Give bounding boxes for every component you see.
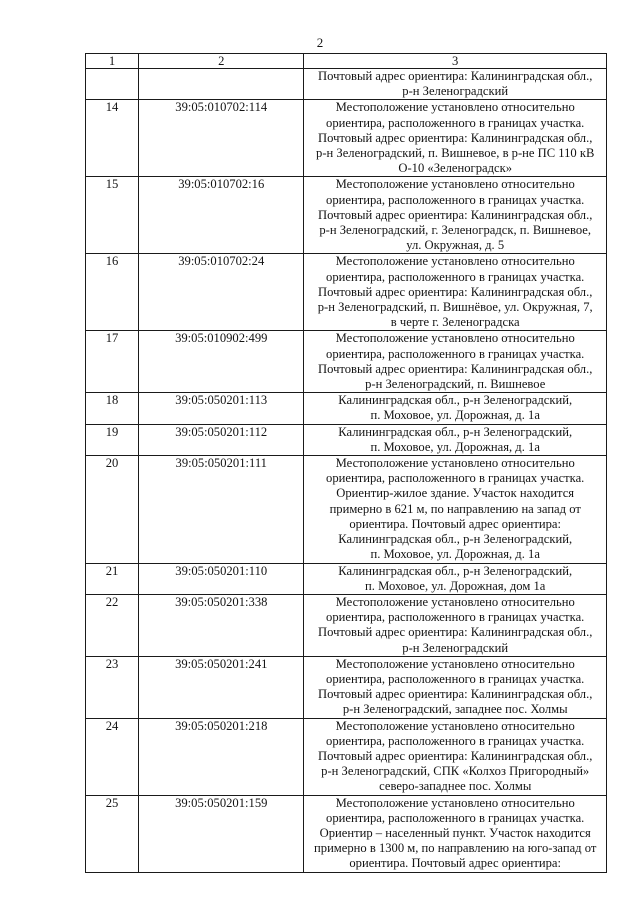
- cadastral-number: 39:05:010902:499: [139, 331, 304, 393]
- description-line: Почтовый адрес ориентира: Калининградская обл.,: [318, 207, 593, 222]
- description-line: примерно в 621 м, по направлению на запад от: [329, 501, 581, 516]
- location-description: [304, 177, 607, 254]
- header-col-1: 1: [86, 54, 139, 69]
- location-description: [304, 254, 607, 331]
- row-number: 18: [86, 393, 139, 424]
- parcel-table: [85, 53, 607, 873]
- row-number: 23: [86, 656, 139, 718]
- description-line: в черте г. Зеленоградска: [390, 315, 520, 330]
- description-line: р-н Зеленоградский, п. Вишнёвое, ул. Окружная, 7,: [317, 300, 593, 315]
- location-description: [304, 795, 607, 872]
- table-row: [86, 718, 607, 795]
- row-number: 21: [86, 563, 139, 594]
- location-description: [304, 563, 607, 594]
- location-description: [304, 393, 607, 424]
- table-row: [86, 177, 607, 254]
- description-line: р-н Зеленоградский, западнее пос. Холмы: [342, 702, 568, 717]
- description-line: Местоположение установлено относительно: [335, 331, 575, 346]
- description-line: ориентира, расположенного в границах участка.: [326, 269, 585, 284]
- description-line: р-н Зеленоградский, г. Зеленоградск, п. Вишневое,: [319, 223, 592, 238]
- description-line: п. Моховое, ул. Дорожная, д. 1а: [370, 439, 540, 454]
- description-line: ориентира, расположенного в границах участка.: [326, 471, 585, 486]
- description-line: Почтовый адрес ориентира: Калининградская обл.,: [318, 361, 593, 376]
- location-description: [304, 456, 607, 563]
- description-line: Калининградская обл., р-н Зеленоградский,: [338, 563, 573, 578]
- header-col-2: 2: [139, 54, 304, 69]
- cadastral-number: 39:05:050201:112: [139, 424, 304, 455]
- table-row: [86, 424, 607, 455]
- description-line: ориентира, расположенного в границах участка.: [326, 192, 585, 207]
- description-line: Местоположение установлено относительно: [335, 718, 575, 733]
- description-line: ориентира. Почтовый адрес ориентира:: [349, 856, 562, 871]
- description-line: Местоположение установлено относительно: [335, 656, 575, 671]
- description-line: северо-западнее пос. Холмы: [379, 779, 532, 794]
- description-line: Местоположение установлено относительно: [335, 177, 575, 192]
- description-line: Местоположение установлено относительно: [335, 594, 575, 609]
- description-line: Местоположение установлено относительно: [335, 456, 575, 471]
- description-line: Почтовый адрес ориентира: Калининградская обл.,: [318, 748, 593, 763]
- header-col-3: 3: [304, 54, 607, 69]
- description-line: ул. Окружная, д. 5: [406, 238, 505, 253]
- row-number: 24: [86, 718, 139, 795]
- description-line: р-н Зеленоградский, СПК «Колхоз Пригородный»: [321, 764, 590, 779]
- row-number: 15: [86, 177, 139, 254]
- cadastral-number: 39:05:050201:111: [139, 456, 304, 563]
- description-line: ориентира, расположенного в границах участка.: [326, 733, 585, 748]
- cadastral-number: 39:05:010702:114: [139, 100, 304, 177]
- description-line: р-н Зеленоградский: [402, 84, 509, 99]
- row-number: 25: [86, 795, 139, 872]
- cadastral-number: [139, 69, 304, 100]
- cadastral-number: 39:05:050201:113: [139, 393, 304, 424]
- table-header-row: [86, 54, 607, 69]
- location-description: [304, 424, 607, 455]
- description-line: ориентира, расположенного в границах участка.: [326, 346, 585, 361]
- description-line: Местоположение установлено относительно: [335, 795, 575, 810]
- description-line: р-н Зеленоградский: [402, 640, 509, 655]
- description-line: п. Моховое, ул. Дорожная, д. 1а: [370, 547, 540, 562]
- table-row: [86, 656, 607, 718]
- description-line: ориентира, расположенного в границах участка.: [326, 671, 585, 686]
- description-line: Почтовый адрес ориентира: Калининградская обл.,: [318, 284, 593, 299]
- cadastral-number: 39:05:010702:24: [139, 254, 304, 331]
- description-line: ориентира, расположенного в границах участка.: [326, 115, 585, 130]
- description-line: ориентира, расположенного в границах участка.: [326, 810, 585, 825]
- location-description: [304, 594, 607, 656]
- description-line: Почтовый адрес ориентира: Калининградская обл.,: [318, 625, 593, 640]
- description-line: ориентира, расположенного в границах участка.: [326, 610, 585, 625]
- description-line: Почтовый адрес ориентира: Калининградская обл.,: [318, 130, 593, 145]
- cadastral-number: 39:05:050201:338: [139, 594, 304, 656]
- location-description: [304, 100, 607, 177]
- description-line: О-10 «Зеленоградск»: [398, 161, 512, 176]
- table-row: [86, 331, 607, 393]
- table-body: [86, 69, 607, 873]
- table-row: [86, 69, 607, 100]
- description-line: примерно в 1300 м, по направлению на юго-запад от: [314, 841, 597, 856]
- table-row: [86, 393, 607, 424]
- cadastral-number: 39:05:010702:16: [139, 177, 304, 254]
- table-row: [86, 594, 607, 656]
- cadastral-number: 39:05:050201:110: [139, 563, 304, 594]
- description-line: Ориентир – населенный пункт. Участок находится: [319, 825, 591, 840]
- table-row: [86, 456, 607, 563]
- page-number: 2: [316, 35, 324, 50]
- cadastral-number: 39:05:050201:218: [139, 718, 304, 795]
- description-line: Калининградская обл., р-н Зеленоградский,: [338, 393, 573, 408]
- description-line: Ориентир-жилое здание. Участок находится: [336, 486, 575, 501]
- description-line: Местоположение установлено относительно: [335, 100, 575, 115]
- description-line: Калининградская обл., р-н Зеленоградский,: [338, 532, 573, 547]
- cadastral-number: 39:05:050201:241: [139, 656, 304, 718]
- description-line: п. Моховое, ул. Дорожная, дом 1а: [365, 578, 546, 593]
- row-number: 16: [86, 254, 139, 331]
- table-row: [86, 795, 607, 872]
- table-row: [86, 100, 607, 177]
- row-number: [86, 69, 139, 100]
- row-number: 20: [86, 456, 139, 563]
- description-line: р-н Зеленоградский, п. Вишневое, в р-не ПС 110 кВ: [316, 146, 595, 161]
- row-number: 14: [86, 100, 139, 177]
- description-line: Местоположение установлено относительно: [335, 254, 575, 269]
- row-number: 19: [86, 424, 139, 455]
- description-line: Почтовый адрес ориентира: Калининградская обл.,: [318, 69, 593, 83]
- description-line: п. Моховое, ул. Дорожная, д. 1а: [370, 408, 540, 423]
- row-number: 17: [86, 331, 139, 393]
- row-number: 22: [86, 594, 139, 656]
- location-description: [304, 331, 607, 393]
- location-description: [304, 718, 607, 795]
- table-row: [86, 254, 607, 331]
- description-line: Почтовый адрес ориентира: Калининградская обл.,: [318, 687, 593, 702]
- cadastral-number: 39:05:050201:159: [139, 795, 304, 872]
- location-description: [304, 656, 607, 718]
- table-row: [86, 563, 607, 594]
- description-line: Калининградская обл., р-н Зеленоградский,: [338, 424, 573, 439]
- description-line: ориентира. Почтовый адрес ориентира:: [349, 516, 562, 531]
- description-line: р-н Зеленоградский, п. Вишневое: [365, 377, 546, 392]
- location-description: [304, 69, 607, 100]
